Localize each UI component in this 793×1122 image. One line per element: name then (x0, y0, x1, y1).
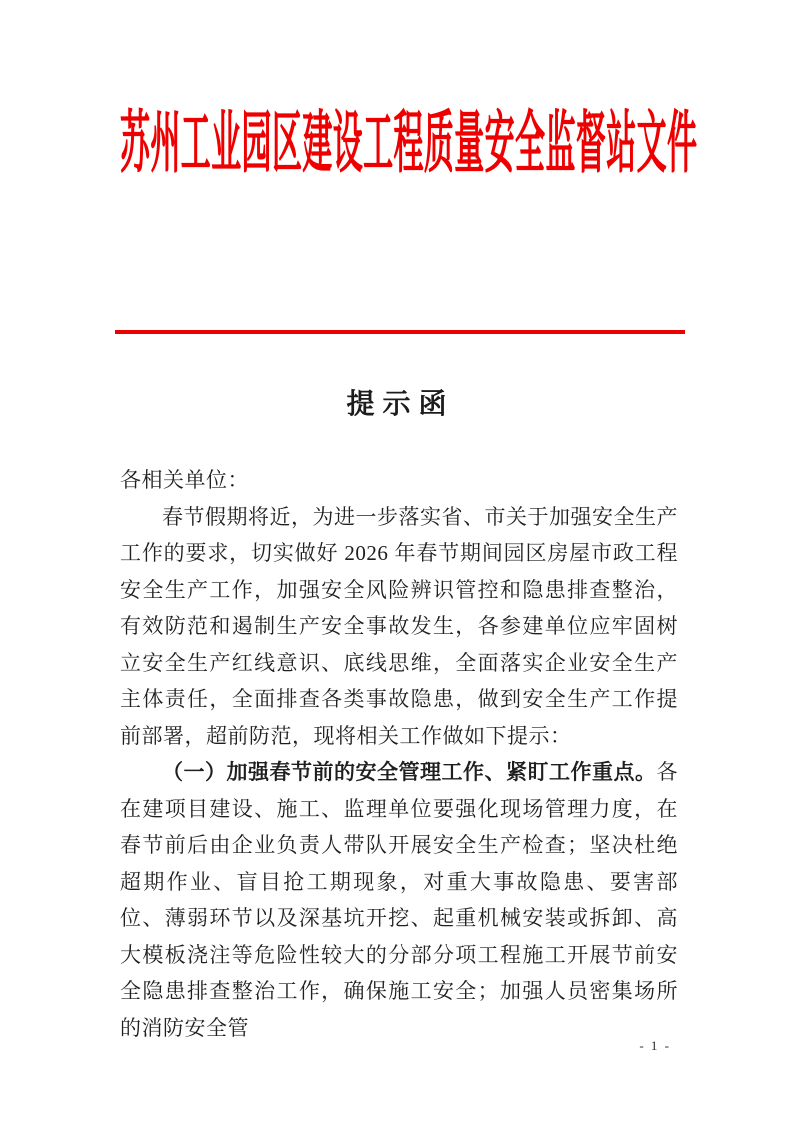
salutation-line: 各相关单位： (120, 468, 249, 492)
red-letterhead-title: 苏州工业园区建设工程质量安全监督站文件 (120, 107, 697, 182)
intro-paragraph: 春节假期将近，为进一步落实省、市关于加强安全生产工作的要求，切实做好 2026 年春节期间园区房屋市政工程安全生产工作，加强安全风险辨识管控和隐患排查整治，有效防范和遏制生产安全事故发生，各参建单位应牢固树立安全生产红线意识、底线思维，全面落实企业安全生产主体责任，全面排查各类事故隐患，做到安全生产工作提前部署，超前防范，现将相关工作做如下提示： (120, 504, 678, 748)
page-number: - 1 - (639, 1038, 671, 1053)
document-body (120, 462, 678, 1046)
item-1-paragraph (120, 754, 678, 1046)
document-title: 提示函 (346, 389, 455, 420)
item-1-heading: （一）加强春节前的安全管理工作、紧盯工作重点。 (162, 760, 657, 784)
red-divider-rule (115, 330, 685, 334)
item-1-body-text: 各在建项目建设、施工、监理单位要强化现场管理力度，在春节前后由企业负责人带队开展安全生产检查；坚决杜绝超期作业、盲目抢工期现象，对重大事故隐患、要害部位、薄弱环节以及深基坑开挖、起重机械安装或拆卸、高大模板浇注等危险性较大的分部分项工程施工开展节前安全隐患排查整治工作，确保施工安全；加强人员密集场所的消防安全管 (120, 760, 678, 1040)
